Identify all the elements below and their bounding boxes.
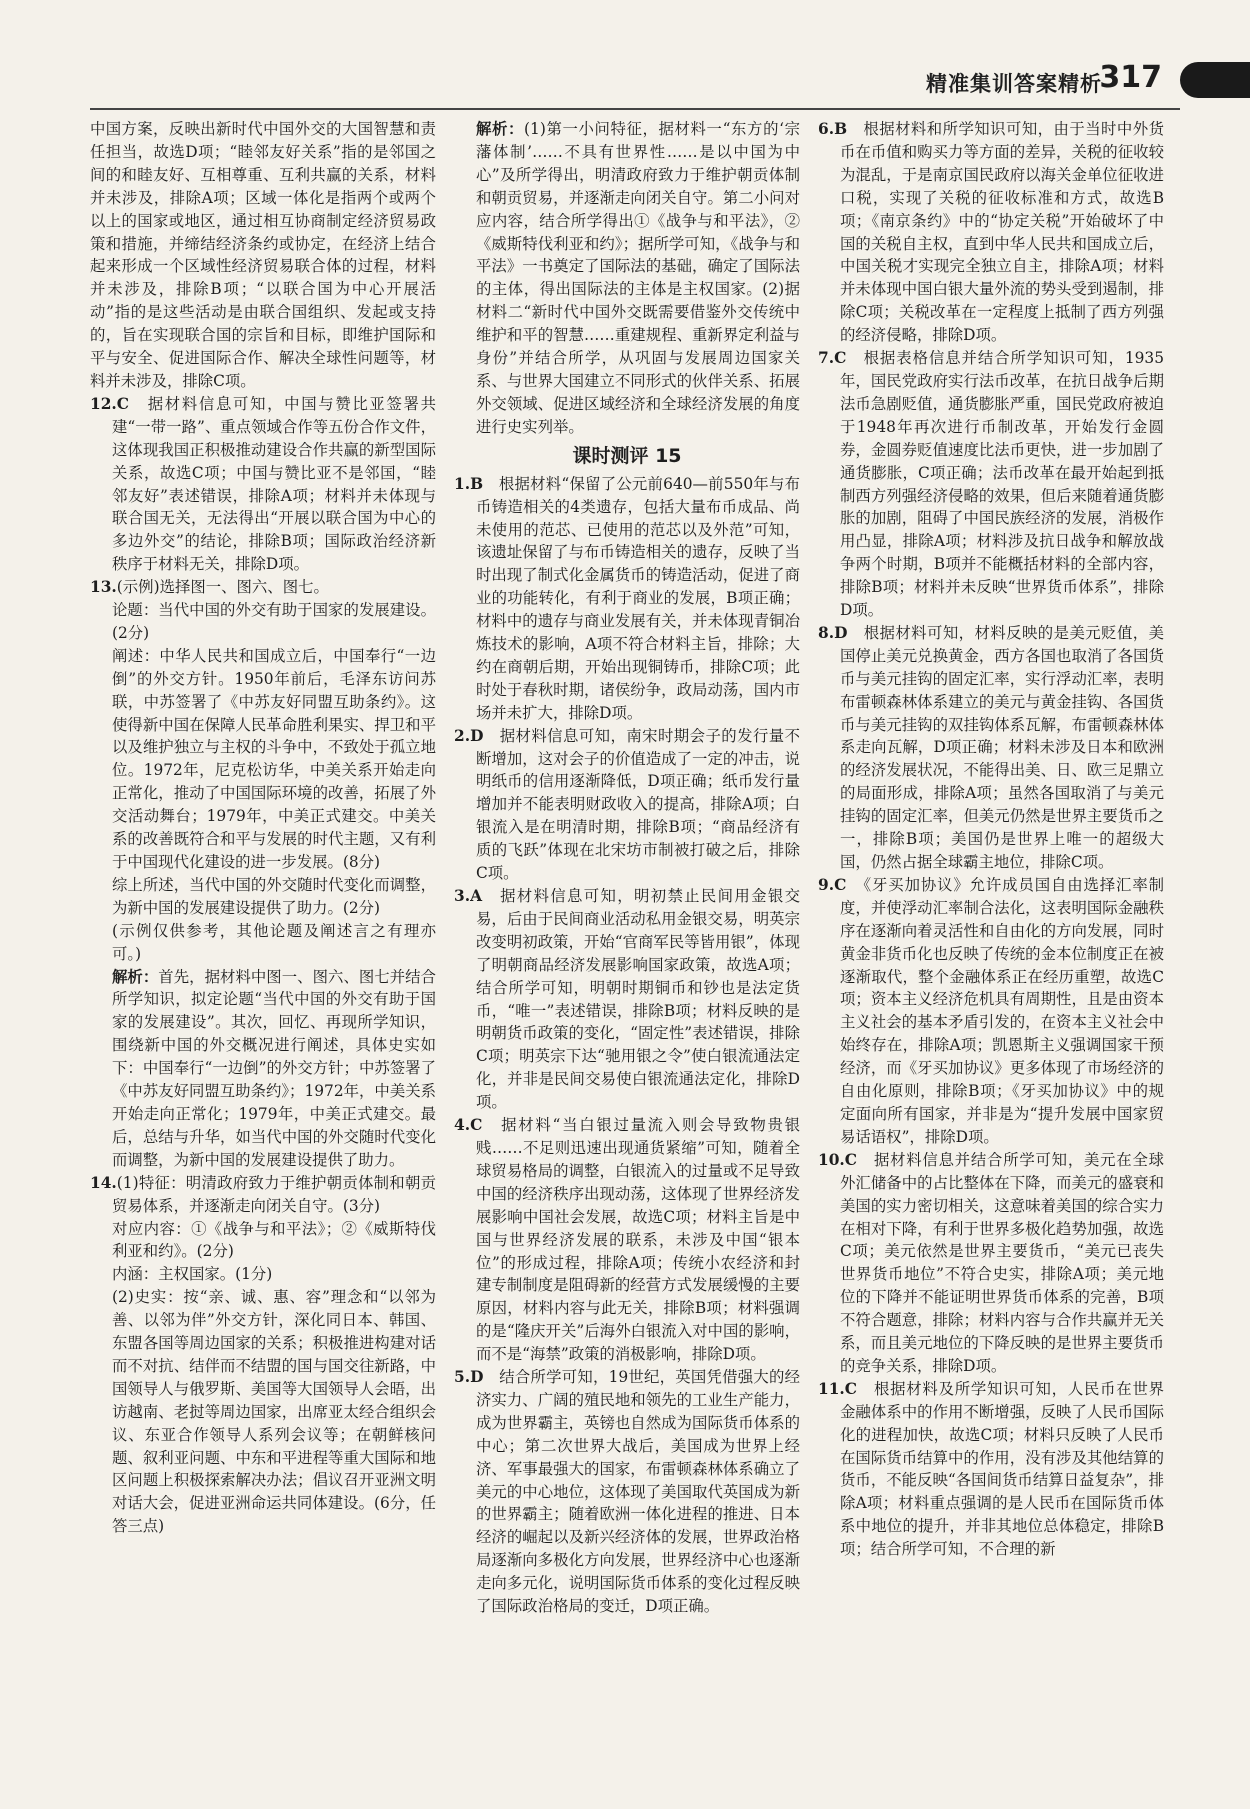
answer-14-meaning: 内涵：主权国家。(1分) bbox=[112, 1265, 273, 1284]
page-tab-marker bbox=[1180, 62, 1250, 98]
answer-10 bbox=[818, 1149, 1164, 1378]
analysis-text: 首先，据材料中图一、图六、图七并结合所学知识，拟定论题“当代中国的外交有助于国家的发展建设”。其次，回忆、再现所学知识，围绕新中国的外交概况进行阐述，具体史实如下：中国奉行“一边倒”的外交方针；中苏签署了《中苏友好同盟互助条约》；1972年，中美关系开始走向正常化；1979年，中美正式建交。最后，总结与升华，如当代中国的外交随时代变化而调整，为新中国的发展建设提供了助力。 bbox=[112, 967, 436, 1169]
answer-number: 10.C bbox=[818, 1150, 858, 1169]
answer-text: 据材料“当白银过量流入则会导致物贵银贱……不足则迅速出现通货紧缩”可知，随着全球贸易格局的调整，白银流入的过量或不足导致中国的经济秩序出现动荡，这体现了世界经济发展影响中国社会发展，故选C项；材料主旨是中国与世界经济发展的联系，未涉及中国“银本位”的形成过程，排除A项；传统小农经济和封建专制制度是阻碍新的经营方式发展缓慢的主要原因，材料内容与此无关，排除B项；材料强调的是“隆庆开关”后海外白银流入对中国的影响，而不是“海禁”政策的消极影响，排除D项。 bbox=[476, 1116, 800, 1364]
answer-number: 6.B bbox=[818, 120, 848, 138]
answer-2 bbox=[454, 725, 800, 885]
answer-4 bbox=[454, 1114, 800, 1366]
answer-text: 根据材料和所学知识可知，由于当时中外货币在币值和购买力等方面的差异，关税的征收较为混乱，于是南京国民政府以海关金单位征收进口税，实现了关税的征收标准和方式，故选B项；《南京条约》中的“协定关税”开始破坏了中国的关税自主权，直到中华人民共和国成立后，中国关税才实现完全独立自主，排除A项；材料并未体现中国白银大量外流的势头受到遏制，排除C项；关税改革在一定程度上抵制了西方列强的经济侵略，排除D项。 bbox=[840, 120, 1164, 345]
answer-1 bbox=[454, 473, 800, 725]
answer-text: 根据材料可知，材料反映的是美元贬值，美国停止美元兑换黄金，西方各国也取消了各国货币与美元挂钩的固定汇率，实行浮动汇率，表明布雷顿森林体系建立的美元与黄金挂钩、各国货币与美元挂钩的双挂钩体系瓦解，布雷顿森林体系走向瓦解，D项正确；材料未涉及日本和欧洲的经济发展状况，不能得出美、日、欧三足鼎立的局面形成，排除A项；虽然各国取消了与美元挂钩的固定汇率，但美元仍然是世界主要货币之一，排除B项；美国仍是世界上唯一的超级大国，仍然占据全球霸主地位，排除C项。 bbox=[840, 623, 1164, 871]
answer-13-note: (示例仅供参考，其他论题及阐述言之有理亦可。) bbox=[112, 921, 436, 963]
column-middle bbox=[454, 118, 800, 1768]
page-number: 317 bbox=[1099, 60, 1162, 95]
answer-text: 根据材料及所学知识可知，人民币在世界金融体系中的作用不断增强，反映了人民币国际化的进程加快，故选C项；材料只反映了人民币在国际货币结算中的作用，没有涉及其他结算的货币，不能反映“各国间货币结算日益复杂”，排除A项；材料重点强调的是人民币在国际货币体系中地位的提升，并非其地位总体稳定，排除B项；结合所学可知，不合理的新 bbox=[840, 1379, 1164, 1559]
header-title: 精准集训答案精析 bbox=[926, 72, 1102, 96]
answer-number: 4.C bbox=[454, 1116, 483, 1135]
answer-3 bbox=[454, 885, 800, 1114]
answer-8 bbox=[818, 622, 1164, 874]
answer-number: 3.A bbox=[454, 887, 483, 905]
answer-13-thesis: 论题：当代中国的外交有助于国家的发展建设。(2分) bbox=[112, 601, 436, 642]
answer-continued: 中国方案，反映出新时代中国外交的大国智慧和责任担当，故选D项；“睦邻友好关系”指的是邻国之间的和睦友好、互相尊重、互利共赢的关系，材料并未涉及，排除A项；区域一体化是指两个或两个以上的国家或地区，通过相互协商制定经济贸易政策和措施，并缔结经济条约或协定，在经济上结合起来形成一个区域性经济贸易联合体的过程，材料并未涉及，排除B项；“以联合国为中心开展活动”指的是这些活动是由联合国组织、发起或支持的，旨在实现联合国的宗旨和目标，即维护国际和平与安全、促进国际合作、解决全球性问题等，材料并未涉及，排除C项。 bbox=[90, 120, 436, 390]
answer-text: (1)特征：明清政府致力于维护朝贡体制和朝贡贸易体系，并逐渐走向闭关自守。(3分) bbox=[112, 1173, 436, 1215]
answer-11 bbox=[818, 1378, 1164, 1561]
answer-text: 结合所学可知，19世纪，英国凭借强大的经济实力、广阔的殖民地和领先的工业生产能力，成为世界霸主，英镑也自然成为国际货币体系的中心；第二次世界大战后，美国成为世界上经济、军事最强大的国家，布雷顿森林体系确立了美元的中心地位，这体现了美国取代英国成为新的世界霸主；随着欧洲一体化进程的推进、日本经济的崛起以及新兴经济体的发展，世界政治格局逐渐向多极化方向发展，世界经济中心也逐渐走向多元化，说明国际货币体系的变化过程反映了国际政治格局的变迁，D项正确。 bbox=[476, 1368, 800, 1616]
answer-9 bbox=[818, 874, 1164, 1149]
answer-text: (示例)选择图一、图六、图七。 bbox=[116, 578, 329, 597]
column-left bbox=[90, 118, 436, 1768]
analysis-text: (1)第一小问特征，据材料一“东方的‘宗藩体制’……不具有世界性……是以中国为中心”及所学得出，明清政府致力于维护朝贡体制和朝贡贸易，并逐渐走向闭关自守。第二小问对应内容，结合所学得出①《战争与和平法》，②《威斯特伐利亚和约》；据所学可知，《战争与和平法》一书奠定了国际法的基础，确定了国际法的主体，得出国际法的主体是主权国家。(2)据材料二“新时代中国外交既需要借鉴外交传统中维护和平的智慧……重建规程、重新界定利益与身份”并结合所学，从巩固与发展周边国家关系、与世界大国建立不同形式的伙伴关系、拓展外交领域、促进区域经济和全球经济发展的角度进行史实列举。 bbox=[476, 120, 800, 436]
section-title: 课时测评 15 bbox=[572, 444, 682, 467]
answer-columns bbox=[90, 118, 1165, 1768]
analysis-label: 解析： bbox=[476, 120, 525, 138]
page-header bbox=[0, 60, 1250, 110]
answer-number: 8.D bbox=[818, 623, 848, 642]
answer-number: 1.B bbox=[454, 474, 484, 493]
answer-number: 12.C bbox=[90, 394, 130, 413]
answer-number: 14. bbox=[90, 1173, 117, 1192]
answer-14-analysis bbox=[454, 118, 800, 439]
answer-13-elaboration: 阐述：中华人民共和国成立后，中国奉行“一边倒”的外交方针。1950年前后，毛泽东访问苏联，中苏签署了《中苏友好同盟互助条约》。这使得新中国在保障人民革命胜利果实、捍卫和平以及维护独立与主权的斗争中，不致处于孤立地位。1972年，尼克松访华，中美关系开始走向正常化，推动了中国国际环境的改善，拓展了外交活动舞台；1979年，中美正式建交。中美关系的改善既符合和平与发展的时代主题，又有利于中国现代化建设的进一步发展。(8分) bbox=[112, 646, 436, 871]
analysis-label: 解析： bbox=[112, 967, 159, 986]
answer-text: 《牙买加协议》允许成员国自由选择汇率制度，并使浮动汇率制合法化，这表明国际金融秩序在逐渐向着灵活性和自由化的方向发展，同时黄金非货币化也反映了传统的金本位制度正在被逐渐取代，整个金融体系正在经历重塑，故选C项；资本主义经济危机具有周期性，且是由资本主义社会的基本矛盾引发的，在资本主义社会中始终存在，排除A项；凯恩斯主义强调国家干预经济，而《牙买加协议》更多体现了市场经济的自由化原则，排除B项；《牙买加协议》中的规定面向所有国家，并非是为“提升发展中国家贸易话语权”，排除D项。 bbox=[840, 875, 1164, 1146]
answer-12 bbox=[90, 393, 436, 576]
answer-text: 据材料信息可知，中国与赞比亚签署共建“一带一路”、重点领域合作等五份合作文件，这体现我国正积极推动建设合作共赢的新型国际关系，故选C项；中国与赞比亚不是邻国，“睦邻友好”表述错误，排除A项；材料并未体现与联合国无关，无法得出“开展以联合国为中心的多边外交”的结论，排除B项；国际政治经济新秩序于材料无关，排除D项。 bbox=[112, 394, 436, 574]
answer-number: 11.C bbox=[818, 1379, 858, 1398]
answer-7 bbox=[818, 347, 1164, 622]
answer-number: 7.C bbox=[818, 349, 847, 368]
answer-text: 根据表格信息并结合所学知识可知，1935年，国民党政府实行法币改革，在抗日战争后期法币急剧贬值，通货膨胀严重，国民党政府被迫于1948年再次进行币制改革，开始发行金圆券，金圆券贬值速度比法币更快，进一步加剧了通货膨胀，C项正确；法币改革在最开始起到抵制西方列强经济侵略的效果，但后来随着通货膨胀的加剧，阻碍了中国民族经济的发展，消极作用凸显，排除A项；材料涉及抗日战争和解放战争两个时期，B项并不能概括材料的全部内容，排除B项；材料并未反映“世界货币体系”，排除D项。 bbox=[840, 349, 1164, 620]
answer-text: 据材料信息可知，南宋时期会子的发行量不断增加，这对会子的价值造成了一定的冲击，说明纸币的信用逐渐降低，D项正确；纸币发行量增加并不能表明财政收入的提高，排除A项；白银流入是在明清时期，排除B项；“商品经济有质的飞跃”体现在北宋坊市制被打破之后，排除C项。 bbox=[476, 726, 800, 883]
answer-6 bbox=[818, 118, 1164, 347]
header-rule bbox=[90, 108, 1180, 110]
answer-14 bbox=[90, 1172, 436, 1218]
answer-number: 5.D bbox=[454, 1368, 484, 1387]
answer-13-conclusion: 综上所述，当代中国的外交随时代变化而调整，为新中国的发展建设提供了助力。(2分) bbox=[112, 875, 436, 917]
column-right bbox=[818, 118, 1164, 1768]
answer-text: 根据材料“保留了公元前640—前550年与布币铸造相关的4类遗存，包括大量布币成品、尚未使用的范芯、已使用的范芯以及外范”可知，该遗址保留了与布币铸造相关的遗存，反映了当时出现了制式化金属货币的铸造活动，促进了商业的功能转化，有利于商业的发展，B项正确；材料中的遗存与商业发展有关，并未体现青铜冶炼技术的影响，A项不符合材料主旨，排除；大约在商朝后期，开始出现铜铸币，排除C项；此时处于春秋时期，诸侯纷争，政局动荡，国内市场并未扩大，排除D项。 bbox=[476, 474, 800, 722]
answer-text: 据材料信息并结合所学可知，美元在全球外汇储备中的占比整体在下降，而美元的盛衰和美国的实力密切相关，这意味着美国的综合实力在相对下降，有利于世界多极化趋势加强，故选C项；美元依然是世界主要货币，“美元已丧失世界货币地位”不符合史实，排除A项；美元地位的下降并不能证明世界货币体系的完善，B项不符合题意，排除；材料内容与合作共赢并无关系，而且美元地位的下降反映的是世界主要货币的竞争关系，排除D项。 bbox=[840, 1150, 1164, 1375]
answer-text: 据材料信息可知，明初禁止民间用金银交易，后由于民间商业活动私用金银交易，明英宗改变明初政策，开始“官商军民等皆用银”，体现了明朝商品经济发展影响国家政策，故选A项；结合所学可知，明朝时期铜币和钞也是法定货币，“唯一”表述错误，排除B项；材料反映的是明朝货币政策的变化，“固定性”表述错误，排除C项；明英宗下达“驰用银之令”使白银流通法定化，并非是民间交易使白银流通法定化，排除D项。 bbox=[476, 887, 800, 1112]
answer-number: 2.D bbox=[454, 726, 484, 745]
answer-number: 13. bbox=[90, 578, 117, 597]
answer-14-facts: (2)史实：按“亲、诚、惠、容”理念和“以邻为善、以邻为伴”外交方针，深化同日本、韩国、东盟各国等周边国家的关系；积极推进构建对话而不对抗、结伴而不结盟的国与国交往新路，中国领导人与俄罗斯、美国等大国领导人会晤，出访越南、老挝等周边国家，出席亚太经合组织会议、东亚合作领导人系列会议等；在朝鲜核问题、叙利亚问题、中东和平进程等重大国际和地区问题上积极探索解决办法；倡议召开亚洲文明对话大会，促进亚洲命运共同体建设。(6分，任答三点) bbox=[112, 1288, 436, 1536]
answer-14-correspondence: 对应内容：①《战争与和平法》；②《威斯特伐利亚和约》。(2分) bbox=[112, 1219, 436, 1261]
answer-number: 9.C bbox=[818, 875, 847, 894]
answer-13 bbox=[90, 576, 436, 599]
answer-13-analysis bbox=[90, 966, 436, 1172]
answer-5 bbox=[454, 1366, 800, 1618]
